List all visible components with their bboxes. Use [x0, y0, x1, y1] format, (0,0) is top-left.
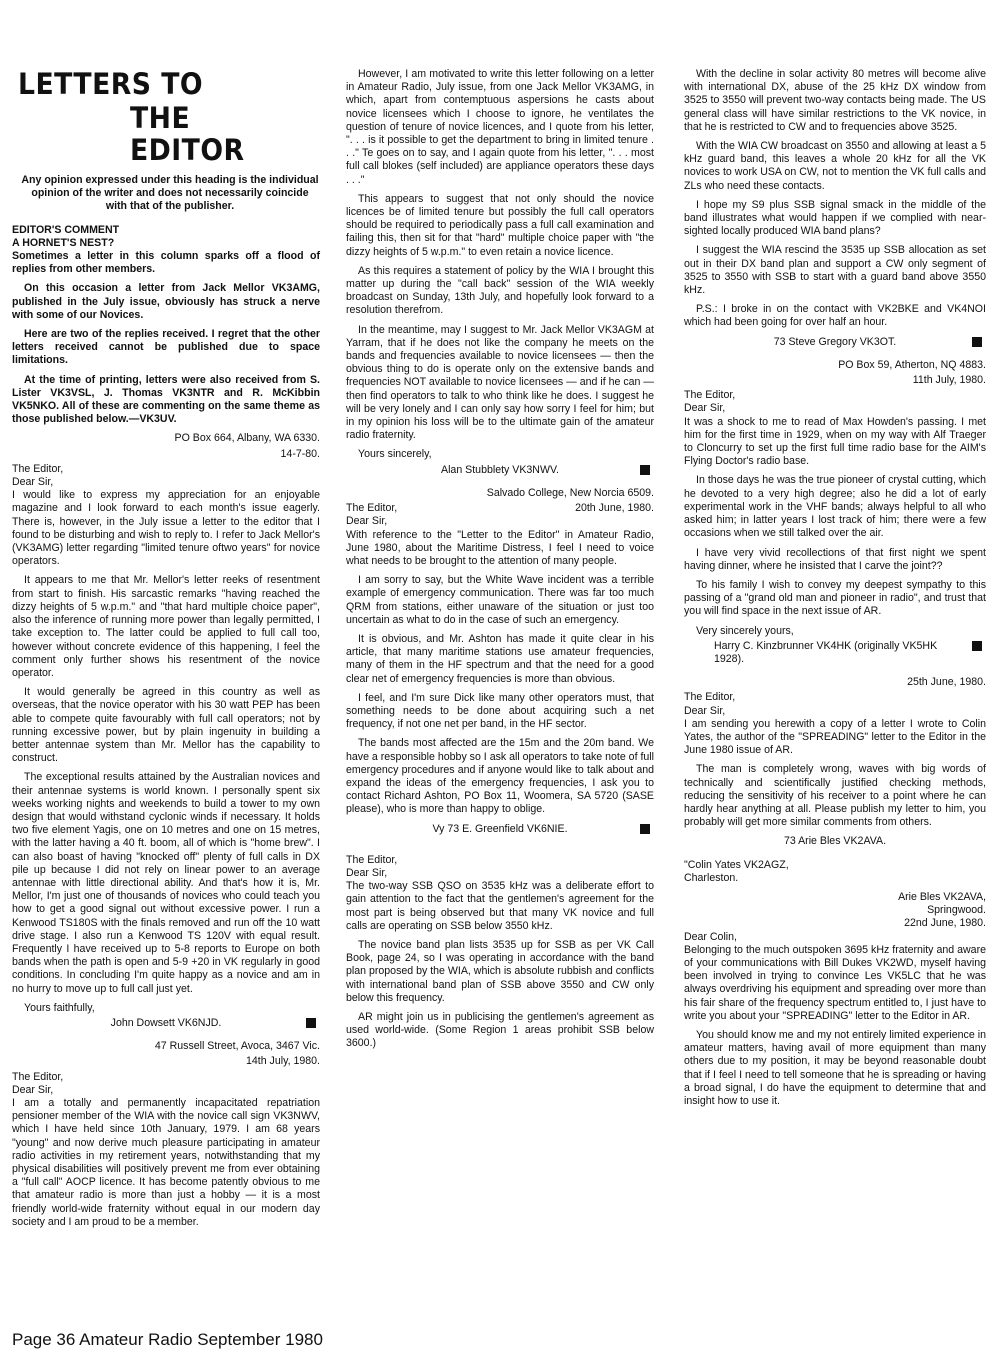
- letter-date: 14-7-80.: [280, 447, 320, 460]
- letter-para: To his family I wish to convey my deepest sympathy to this passing of a "grand old man and pioneer in radio", and trust that you will find space in the next issue of AR.: [684, 578, 986, 618]
- letter-closing: Very sincerely yours,: [696, 624, 794, 637]
- letter-para: However, I am motivated to write this letter following on a letter in Amateur Radio, July issue, from one Jack Mellor VK3AMG, in which, apart from contemptuous aspersions he casts about novice licensees which I choose to ignore, he ventilates the question of tenure of novice licences, and I quote from his letter, ". . . is it possible to get the department to bring in limited tenure . . ." Te goes on to say, and I again quote from his letter, ". . . most full call blokes (self included) are appliance operators these days . . .": [346, 68, 654, 186]
- letter-salutation: Dear Sir,: [346, 866, 388, 879]
- editor-comment-para: At the time of printing, letters were also received from S. Lister VK3VSL, J. Thomas VK3NTR and R. McKibbin VK5NKO. All of these are commenting on the same theme as those published below.—VK3UV.: [12, 373, 320, 426]
- editor-comment-heading: EDITOR'S COMMENT: [12, 223, 120, 236]
- letter-para: The man is completely wrong, waves with big words of technically and scientifically justified checking methods, reducing the sensitivity of his receiver to a point where he can hardly hear anything at all. Please publish my letter to him, you probably will get more similar comments from others.: [684, 763, 986, 829]
- letter-para: With the WIA CW broadcast on 3550 and allowing at least a 5 kHz guard band, this leaves a whole 20 kHz for all the VK novices to work USA on CW, not to mention the VK full calls and ZLs who need these contacts.: [684, 140, 986, 192]
- column-3: [684, 68, 986, 1114]
- letter-date: 11th July, 1980.: [912, 374, 986, 387]
- signature-text: Harry C. Kinzbrunner VK4HK (originally VK5HK 1928).: [714, 639, 938, 665]
- editor-comment-para: Sometimes a letter in this column sparks off a flood of replies from other members.: [12, 250, 320, 276]
- end-mark-icon: [640, 824, 650, 834]
- end-mark-icon: [306, 1018, 316, 1028]
- letter-closing: Yours sincerely,: [358, 448, 432, 461]
- letter-to: The Editor,: [684, 691, 736, 704]
- letter-salutation: Dear Sir,: [684, 402, 726, 415]
- letter-signature: [346, 823, 654, 836]
- letter-para: I am sorry to say, but the White Wave incident was a terrible example of emergency communication. There was far too much QRM from stations, either unaware of the situation or just too uncertain as what to do in the case of such an emergency.: [346, 574, 654, 626]
- letter-para: In the meantime, may I suggest to Mr. Jack Mellor VK3AGM at Yarram, that if he does not like the company he meets on the bands and frequencies available to novice licensees — then the obvious thing to do is operate only on the extensive bands and frequencies NOT available to novice licensees — and if he can — then find operators to talk to who think like he does. I suggest he will be very lonely and I can only say how sorry I feel for him; but in my opinion his loss will be to the ultimate gain of the amateur radio fraternity.: [346, 323, 654, 442]
- editor-comment-subheading: A HORNET'S NEST?: [12, 236, 115, 249]
- letter-para: P.S.: I broke in on the contact with VK2BKE and VK4NOI which had been going for over half an hour.: [684, 303, 986, 329]
- inner-letter-date: 22nd June, 1980.: [904, 917, 986, 930]
- letter-para: It would generally be agreed in this country as well as overseas, that the novice operator with his 30 watt PEP has been able to compete quite favourably with full call operators; not by running excessive power, but by plain ingenuity in building a better antennae system than Mr. Mellor has the capability to construct.: [12, 686, 320, 765]
- letter-para: I am sending you herewith a copy of a letter I wrote to Colin Yates, the author of the "SPREADING" letter to the Editor in the June 1980 issue of AR.: [684, 717, 986, 757]
- letter-signature: [684, 640, 986, 666]
- editor-comment-para: Here are two of the replies received. I regret that the other letters received cannot be published due to space limitations.: [12, 328, 320, 367]
- letter-address: 47 Russell Street, Avoca, 3467 Vic.: [154, 1040, 320, 1053]
- letter-address: PO Box 59, Atherton, NQ 4883.: [838, 358, 986, 371]
- letter-para: The novice band plan lists 3535 up for SSB as per VK Call Book, page 24, so I was operating in accordance with the band plan proposed by the WIA, which is absolute rubbish and conflicts with international band plan of SSB above 3550 and CW only below this frequency.: [346, 938, 654, 1004]
- letter-to: The Editor,: [346, 502, 398, 515]
- letter-salutation: Dear Sir,: [12, 1083, 54, 1096]
- letter-para: The two-way SSB QSO on 3535 kHz was a deliberate effort to gain attention to the fact that the gentlemen's agreement for the most part is being observed but that many VK novice and full calls are operating on SSB below 3550 kHz.: [346, 880, 654, 932]
- letter-para: AR might join us in publicising the gentlemen's agreement as used world-wide. (Some Region 1 areas prohibit SSB below 3600.): [346, 1011, 654, 1050]
- letter-date: 20th June, 1980.: [575, 502, 654, 515]
- signature-text: Alan Stubblety VK3NWV.: [441, 463, 559, 476]
- letter-address: PO Box 664, Albany, WA 6330.: [174, 432, 320, 445]
- column-1: [12, 68, 320, 1235]
- letter-para: I feel, and I'm sure Dick like many other operators must, that something needs to be done about acquiring such a net frequency, if not one net per band, in the HF sector.: [346, 691, 654, 731]
- editor-comment-para: On this occasion a letter from Jack Mellor VK3AMG, published in the July issue, obviously has struck a nerve with some of our Novices.: [12, 282, 320, 321]
- letter-para: It is obvious, and Mr. Ashton has made it quite clear in his article, that many maritime stations use amateur frequencies, many of them in the HF spectrum and that the need for a good clear net of emergency frequencies is more than obvious.: [346, 632, 654, 685]
- letter-para: I have very vivid recollections of that first night we spent having dinner, where he insisted that I carve the joint??: [684, 546, 986, 572]
- end-mark-icon: [640, 465, 650, 475]
- letter-signature: [684, 835, 986, 848]
- letter-para: This appears to suggest that not only should the novice licences be of limited tenure but possibly the full call operators should be required to periodically pass a full call examination and failing this, then sit for that "hard" multiple choice paper with "the dizzy heights of 5 w.p.m." to even retain a novice licence.: [346, 192, 654, 258]
- letter-para: Belonging to the much outspoken 3695 kHz fraternity and aware of your communications with Bill Dukes VK2WD, myself having been involved in trying to convince Les VK5LC that he was always overdriving his equipment and spreading over more than his fair share of the frequency spectrum entitled to, I just have to write you about your "SPREADING" letter to the Editor in AR.: [684, 943, 986, 1022]
- inner-letter-from: Arie Bles VK2AVA,: [898, 890, 986, 903]
- letter-para: With the decline in solar activity 80 metres will become alive with international DX, abuse of the 25 kHz DX window from 3525 to 3550 will prevent two-way contacts being made. The US general class will have similar restrictions to the VK novice, in that he is restricted to CW and to frequencies above 3525.: [684, 68, 986, 133]
- page-title-line1: LETTERS TO: [18, 67, 203, 101]
- letter-closing: Yours faithfully,: [24, 1001, 95, 1014]
- letter-para: The exceptional results attained by the Australian novices and their antennae systems is world known. I personally spent six weeks working nights and weekends to build a tower to my own design that would withstand cyclonic winds if necessary. It holds two five element Yagis, one on 10 metres and one on 15 metres, with the latter having a 40 ft. boom, all of which is "home brew". I can also boast of having "knocked off" plenty of full calls in DX pile up because I did not rely on linear power to an average antennae with little directional ability. And that's how it is, Mr. Mellor, I'm just one of thousands of novices who could teach you how to get a good signal out without excessive power. I run a Kenwood TS180S with the finals removed and run off the 10 watt drive stage. I also run a Kenwood TS 120V with equal result. Frequently I have received up to 5-8 reports to Europe on both bands when the path is open and 5-9 +20 in VK regularly in good conditions. In concluding I'm quite happy as a novice and am in no hurry to move up to full call just yet.: [12, 771, 320, 995]
- letter-para: You should know me and my not entirely limited experience in amateur matters, having avail of more equipment than many others due to my position, it may be beyond reasonable doubt that if I feel I need to tell someone that he is spreading or having a broad signal, I do have the equipment to determine that and insight how to use it.: [684, 1029, 986, 1108]
- letter-para: I would like to express my appreciation for an enjoyable magazine and I look forward to each month's issue eagerly. There is, however, in the July issue a letter to the editor that I found to be disturbing and wish to reply to. I refer to Jack Mellor's (VK3AMG) letter regarding "limited tenure oftwo years" for novice operators.: [12, 489, 320, 568]
- letter-para: I suggest the WIA rescind the 3535 up SSB allocation as set out in their DX band plan and support a CW only segment of 3525 to 3550 with SSB to start with a guard band above 3550 kHz.: [684, 244, 986, 297]
- signature-text: John Dowsett VK6NJD.: [110, 1016, 222, 1029]
- column-2: [346, 68, 654, 1057]
- page-footer: Page 36 Amateur Radio September 1980: [12, 1330, 323, 1349]
- letter-to: The Editor,: [12, 1070, 64, 1083]
- signature-text: 73 Steve Gregory VK3OT.: [773, 335, 897, 348]
- signature-text: 73 Arie Bles VK2AVA.: [783, 835, 887, 848]
- letter-signature: [684, 336, 986, 349]
- letter-address: Salvado College, New Norcia 6509.: [486, 486, 654, 499]
- letter-para: It appears to me that Mr. Mellor's letter reeks of resentment from start to finish. His sarcastic remarks "having reached the dizzy heights of 5 w.p.m." and "that hard multiple choice paper", also the inference of running more power than legally permitted, I take exception to. The latter could be applied to full call too, however without concrete evidence of this happening, I feel the comment only further shows his resentment of the novice operator.: [12, 574, 320, 679]
- letter-to: The Editor,: [346, 853, 398, 866]
- letter-para: With reference to the "Letter to the Editor" in Amateur Radio, June 1980, about the Maritime Distress, I feel I need to voice what needs to be brought to the attention of many people.: [346, 528, 654, 567]
- end-mark-icon: [972, 337, 982, 347]
- end-mark-icon: [972, 641, 982, 651]
- letter-date: 14th July, 1980.: [245, 1055, 320, 1068]
- inner-letter-salutation: Dear Colin,: [684, 930, 737, 943]
- letter-date: 25th June, 1980.: [907, 676, 986, 689]
- letter-para: As this requires a statement of policy by the WIA I brought this matter up during the "call back" session of the WIA weekly broadcast on Sunday, 13th July, and hopefully look forward to a resolution therefrom.: [346, 264, 654, 317]
- inner-letter-town: Charleston.: [684, 871, 739, 884]
- letter-para: It was a shock to me to read of Max Howden's passing. I met him for the first time in 1929, when on my way with Alf Traeger to Cloncurry to set up the first full time radio base for the AIM's Flying Doctor's radio base.: [684, 415, 986, 468]
- letter-signature: [12, 1017, 320, 1030]
- page-title-line2: THE EDITOR: [130, 101, 245, 167]
- letter-salutation: Dear Sir,: [346, 515, 388, 528]
- letter-para: In those days he was the true pioneer of crystal cutting, which he devoted to a very high degree; also he did a lot of early experimental work in the VHF bands; always helpful to all who asked him; in latter years I lost track of him; there were a few occasions when we still talked over the air.: [684, 474, 986, 540]
- letter-signature: [346, 464, 654, 477]
- letter-to: The Editor,: [684, 389, 736, 402]
- signature-text: Vy 73 E. Greenfield VK6NIE.: [432, 822, 568, 835]
- inner-letter-from-town: Springwood.: [927, 904, 986, 917]
- letter-para: I hope my S9 plus SSB signal smack in the middle of the band illustrates what would happen if we complied with near-sighted locally produced WIA band plans?: [684, 198, 986, 238]
- letter-para: The bands most affected are the 15m and the 20m band. We have a responsible hobby so I ask all operators to take note of full emergency procedures and if anyone would like to talk about and expand the ideas of the emergency frequencies, I ask you to contact Richard Ashton, PO Box 11, Woomera, SA 5720 (SASE please), who is more than happy to oblige.: [346, 737, 654, 816]
- letter-para: I am a totally and permanently incapacitated repatriation pensioner member of the WIA with the novice call sign VK3NWV, which I have held since 10th January, 1979. I am 68 years "young" and now derive much pleasure participating in amateur radio activities in my retirement years, notwithstanding that my physical disabilities will positively prevent me from ever obtaining a "full call" AOCP licence. It has become patently obvious to me that amateur radio is more than just a hobby — it is a most friendly world-wide fraternity without equal in our modern day society and I am proud to be a member.: [12, 1097, 320, 1228]
- letter-salutation: Dear Sir,: [684, 704, 726, 717]
- letter-to: The Editor,: [12, 462, 64, 475]
- letter-salutation: Dear Sir,: [12, 476, 54, 489]
- disclaimer: Any opinion expressed under this heading is the individual opinion of the writer and does not necessarily coincide with that of the publisher.: [21, 174, 319, 213]
- inner-letter-to: "Colin Yates VK2AGZ,: [684, 858, 789, 871]
- letter-header-row: [346, 502, 654, 515]
